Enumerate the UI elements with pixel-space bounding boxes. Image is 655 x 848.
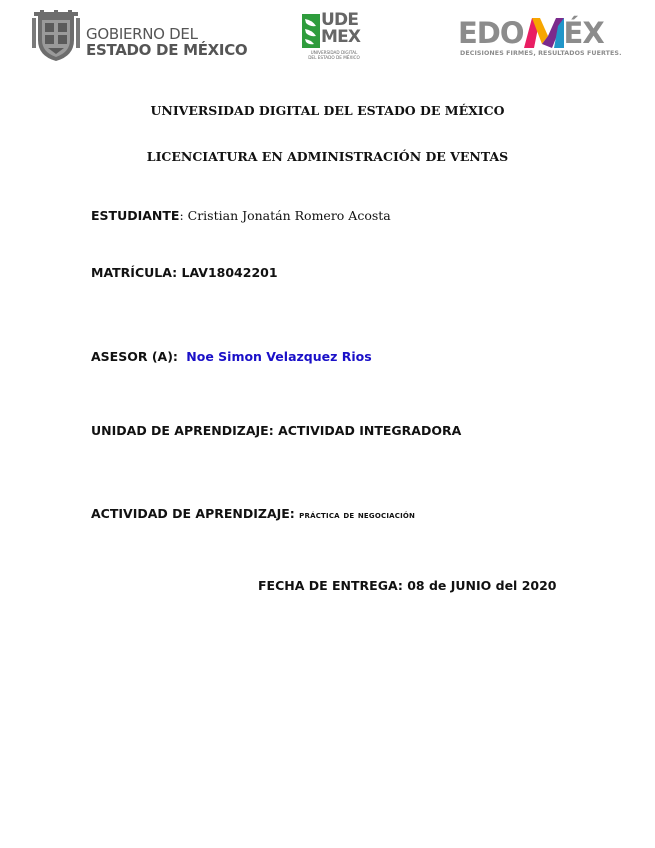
edomex-logo [458, 17, 636, 59]
asesor-value: Noe Simon Velazquez Rios [186, 349, 372, 364]
asesor-label: ASESOR (A): [91, 349, 183, 364]
edomex-m-icon [524, 18, 564, 48]
edomex-word-right: ÉX [563, 16, 604, 50]
fecha-entrega-field [258, 578, 557, 593]
student-field [91, 208, 391, 223]
matricula-field [91, 265, 278, 280]
ude-sub-line-2: DEL ESTADO DE MÉXICO [308, 55, 360, 60]
udemex-logo [302, 12, 366, 64]
unidad-label: UNIDAD DE APRENDIZAJE: [91, 423, 279, 438]
udemex-leaf-icon [302, 14, 322, 48]
ude-line-2: MEX [321, 27, 361, 47]
fecha-label: FECHA DE ENTREGA: [258, 578, 408, 593]
asesor-field [91, 349, 372, 364]
edomex-tagline: DECISIONES FIRMES, RESULTADOS FUERTES. [460, 50, 622, 57]
gobierno-line-1: GOBIERNO DEL [86, 25, 198, 43]
matricula-label: MATRÍCULA: [91, 265, 182, 280]
ude-sub-line-1: UNIVERSIDAD DIGITAL [310, 50, 358, 55]
university-title: UNIVERSIDAD DIGITAL DEL ESTADO DE MÉXICO [150, 103, 505, 118]
student-value: : Cristian Jonatán Romero Acosta [179, 208, 391, 223]
actividad-label: ACTIVIDAD DE APRENDIZAJE: [91, 506, 300, 521]
ude-line-1: UDE [321, 10, 359, 30]
gobierno-line-2: ESTADO DE MÉXICO [86, 41, 248, 59]
matricula-value: LAV18042201 [181, 265, 278, 280]
actividad-value: práctica de negociación [299, 510, 416, 521]
edomex-word-left: EDO [458, 16, 524, 50]
student-label: ESTUDIANTE [91, 208, 180, 223]
state-seal-icon [32, 10, 80, 62]
actividad-field [91, 506, 415, 521]
fecha-value: 08 de JUNIO del 2020 [407, 578, 557, 593]
program-title: LICENCIATURA EN ADMINISTRACIÓN DE VENTAS [146, 149, 509, 164]
unidad-field [91, 423, 461, 438]
unidad-value: ACTIVIDAD INTEGRADORA [278, 423, 462, 438]
gobierno-estado-mexico-logo [32, 10, 262, 64]
